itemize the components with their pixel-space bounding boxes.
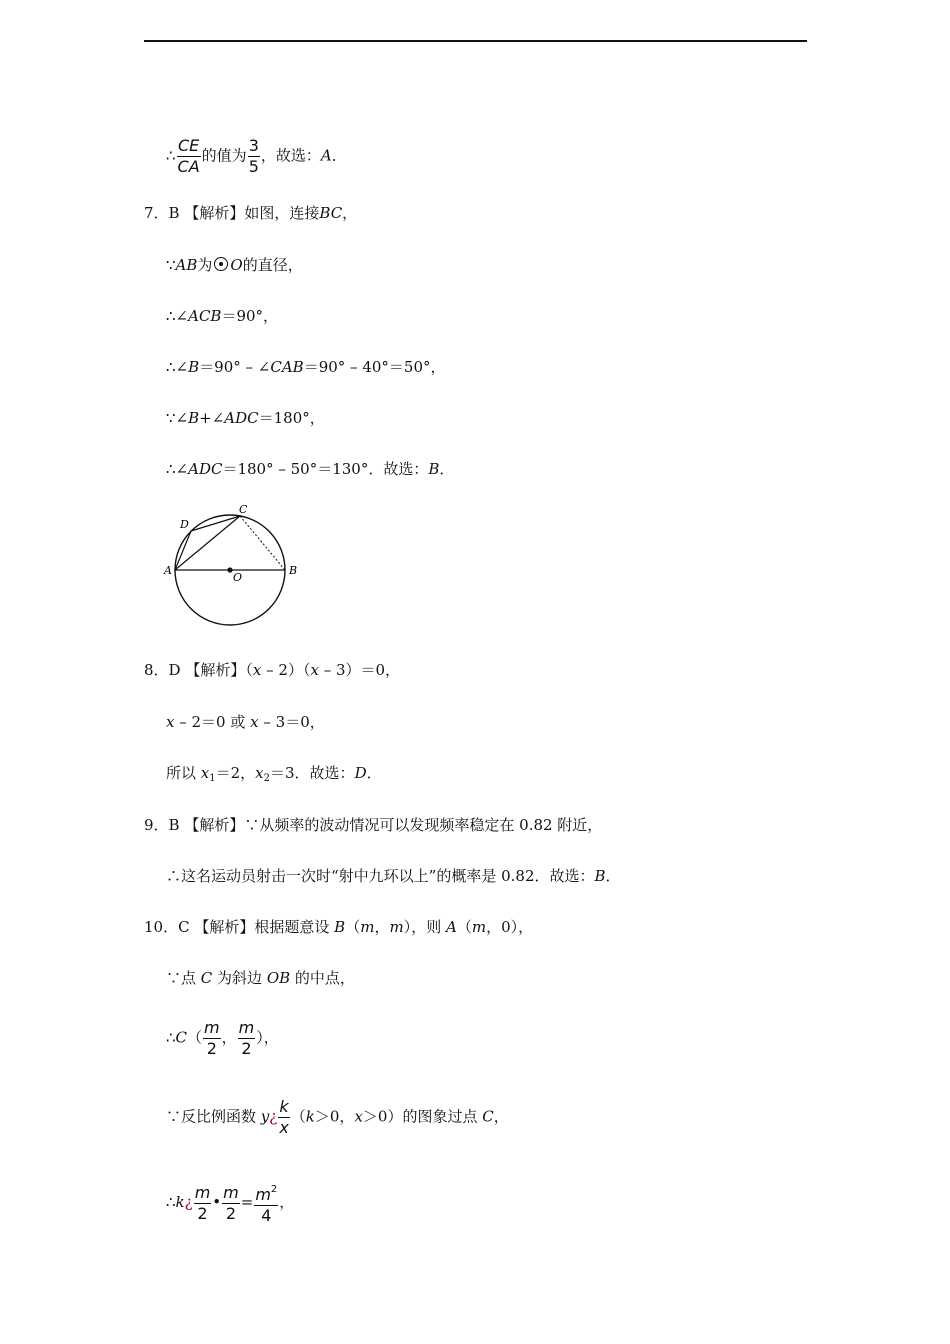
variable: x xyxy=(200,764,210,782)
circle-figure xyxy=(160,500,310,630)
fraction-numerator: m xyxy=(204,1018,220,1037)
q7-step2 xyxy=(166,305,278,327)
text: （ xyxy=(245,661,253,679)
fraction-k-over-x xyxy=(278,1097,289,1138)
text: ＞0）的图象过点 xyxy=(362,1107,483,1126)
text: （ xyxy=(187,1028,203,1047)
variable: x xyxy=(310,661,319,679)
label-c: C xyxy=(239,503,248,516)
text: （ xyxy=(290,1107,306,1126)
text: ＝3．故选： xyxy=(270,764,355,782)
text: ∵点 xyxy=(166,969,201,987)
q10-step3 xyxy=(166,1097,509,1138)
text: ）， xyxy=(256,1028,279,1047)
variable: OB xyxy=(266,969,291,987)
text: ＝90° – ∠ xyxy=(199,358,271,376)
text: ， xyxy=(374,918,390,936)
text: ＝90°， xyxy=(221,307,279,325)
text: ＝180°， xyxy=(258,409,325,427)
center-point xyxy=(227,567,232,572)
analysis-tag: 【解析】 xyxy=(194,918,255,936)
text: 的直径， xyxy=(242,256,303,274)
text: – 2＝0 或 xyxy=(174,713,251,731)
q9-step1 xyxy=(166,865,621,887)
fraction-m-over-2 xyxy=(238,1018,256,1059)
label-b: B xyxy=(289,564,298,577)
text: 为斜边 xyxy=(212,969,267,987)
q7-step1 xyxy=(166,254,303,276)
variable: m xyxy=(360,918,375,936)
answer: B xyxy=(428,460,440,478)
garbled-glyph: ¿ xyxy=(184,1193,193,1211)
fraction-numerator: k xyxy=(279,1097,289,1116)
fraction-m2-over-4 xyxy=(254,1180,278,1226)
text: ． xyxy=(605,867,621,885)
text: ∵∠ xyxy=(166,409,189,427)
text: ＝90° – 40°＝50°， xyxy=(303,358,446,376)
q7-step5 xyxy=(166,458,454,480)
question-number: 10．C xyxy=(144,918,190,936)
text: ，0）， xyxy=(486,918,534,936)
fraction-denominator: CA xyxy=(177,157,200,176)
q10-header xyxy=(144,916,533,938)
label-a: A xyxy=(164,564,172,577)
text: ∴ xyxy=(166,1193,176,1211)
fraction-denominator: x xyxy=(279,1118,289,1137)
variable: m xyxy=(389,918,404,936)
question-number: 8．D xyxy=(144,661,181,679)
circle-dot-icon xyxy=(214,257,228,271)
fraction-denominator: 2 xyxy=(197,1203,208,1223)
fraction-m-over-2 xyxy=(222,1183,240,1224)
q10-step2 xyxy=(166,1018,279,1059)
question-number: 7．B xyxy=(144,204,180,222)
variable: x xyxy=(250,713,259,731)
variable: B xyxy=(188,358,200,376)
text: ， xyxy=(342,204,358,222)
variable: m xyxy=(471,918,487,936)
label-d: D xyxy=(180,518,189,531)
text: ∴∠ xyxy=(166,307,189,325)
fraction-numerator: m xyxy=(238,1018,255,1037)
fraction-value xyxy=(248,136,260,177)
variable: x xyxy=(166,713,175,731)
segment-ad xyxy=(175,531,191,570)
variable: C xyxy=(175,1028,188,1047)
text: 如图，连接 xyxy=(244,204,320,222)
text: （ xyxy=(345,918,361,936)
variable: C xyxy=(482,1107,494,1126)
analysis-tag: 【解析】 xyxy=(185,661,246,679)
text: ∴∠ xyxy=(166,358,189,376)
segment-dc xyxy=(191,516,240,531)
variable: CAB xyxy=(270,358,304,376)
variable: ADC xyxy=(224,409,259,427)
variable: k xyxy=(175,1193,185,1211)
question-number: 9．B xyxy=(144,816,180,834)
text: – 3＝0， xyxy=(258,713,325,731)
label-o: O xyxy=(233,571,243,584)
text: （ xyxy=(456,918,472,936)
subscript: 2 xyxy=(263,773,271,784)
q7-header xyxy=(144,202,357,224)
text: ， xyxy=(221,1028,237,1047)
superscript: 2 xyxy=(270,1184,278,1195)
variable: A xyxy=(445,918,457,936)
variable: B xyxy=(334,918,346,936)
fraction-denominator: 2 xyxy=(206,1039,217,1058)
variable: y xyxy=(260,1107,270,1126)
variable: O xyxy=(230,256,243,274)
text: ＝180° – 50°＝130°．故选： xyxy=(222,460,429,478)
q10-step1 xyxy=(166,967,355,989)
variable: x xyxy=(252,661,262,679)
fraction-ce-ca xyxy=(177,136,201,177)
text: ∵从频率的波动情况可以发现频率稳定在 0.82 附近， xyxy=(244,816,603,834)
fraction-numerator: m xyxy=(255,1185,271,1204)
fraction-m-over-2 xyxy=(194,1183,212,1224)
text: +∠ xyxy=(199,409,225,427)
text: ＞0， xyxy=(314,1107,355,1126)
q8-header xyxy=(144,659,400,681)
text: ． xyxy=(331,146,347,165)
answer: A xyxy=(320,146,332,165)
text: ． xyxy=(439,460,455,478)
because-symbol: ∵ xyxy=(166,256,176,274)
subscript: 1 xyxy=(209,773,216,784)
variable: C xyxy=(200,969,213,987)
text: ，故选： xyxy=(260,146,321,165)
fraction-m-over-2 xyxy=(203,1018,221,1059)
variable: AB xyxy=(175,256,198,274)
therefore-symbol: ∴ xyxy=(166,146,176,165)
fraction-denominator: 2 xyxy=(241,1039,252,1058)
text: ∵反比例函数 xyxy=(166,1107,261,1126)
text: ， xyxy=(279,1193,295,1211)
text: ∴∠ xyxy=(166,460,189,478)
fraction-numerator: m xyxy=(223,1182,239,1202)
q7-step3 xyxy=(166,356,446,378)
variable: x xyxy=(255,764,264,782)
variable: B xyxy=(188,409,200,427)
answer: D xyxy=(354,764,367,782)
fraction-numerator: CE xyxy=(177,136,200,155)
text: 根据题意设 xyxy=(254,918,335,936)
q9-header xyxy=(144,814,602,836)
fraction-denominator: 4 xyxy=(261,1206,272,1225)
text: ∴ xyxy=(166,1028,176,1047)
q8-step1 xyxy=(166,711,325,733)
text: = xyxy=(240,1193,254,1211)
variable: ADC xyxy=(188,460,223,478)
text: ），则 xyxy=(403,918,446,936)
text: 所以 xyxy=(166,764,201,782)
text: ∴这名运动员射击一次时“射中九环以上”的概率是 0.82．故选： xyxy=(166,867,595,885)
text: ＝2， xyxy=(215,764,256,782)
garbled-glyph: ¿ xyxy=(269,1107,278,1126)
header-rule xyxy=(144,40,807,42)
variable: ACB xyxy=(188,307,222,325)
analysis-tag: 【解析】 xyxy=(184,204,245,222)
text: ． xyxy=(366,764,382,782)
variable: k xyxy=(305,1107,315,1126)
q10-step4 xyxy=(166,1180,294,1226)
variable: BC xyxy=(319,204,343,222)
fraction-denominator: 5 xyxy=(248,157,259,176)
text: – 2）（ xyxy=(261,661,311,679)
text: – 3）＝0， xyxy=(318,661,401,679)
text: 的中点， xyxy=(290,969,355,987)
q8-step2 xyxy=(166,762,382,790)
conclusion-line xyxy=(166,136,347,177)
text: 的值为 xyxy=(201,146,247,165)
answer: B xyxy=(594,867,606,885)
text: • xyxy=(212,1193,222,1211)
text: 为 xyxy=(197,256,213,274)
analysis-tag: 【解析】 xyxy=(184,816,245,834)
fraction-numerator: m xyxy=(194,1182,211,1202)
fraction-numerator: 3 xyxy=(248,136,259,155)
text: ， xyxy=(493,1107,509,1126)
fraction-denominator: 2 xyxy=(225,1203,237,1223)
q7-step4 xyxy=(166,407,325,429)
variable: x xyxy=(354,1107,363,1126)
